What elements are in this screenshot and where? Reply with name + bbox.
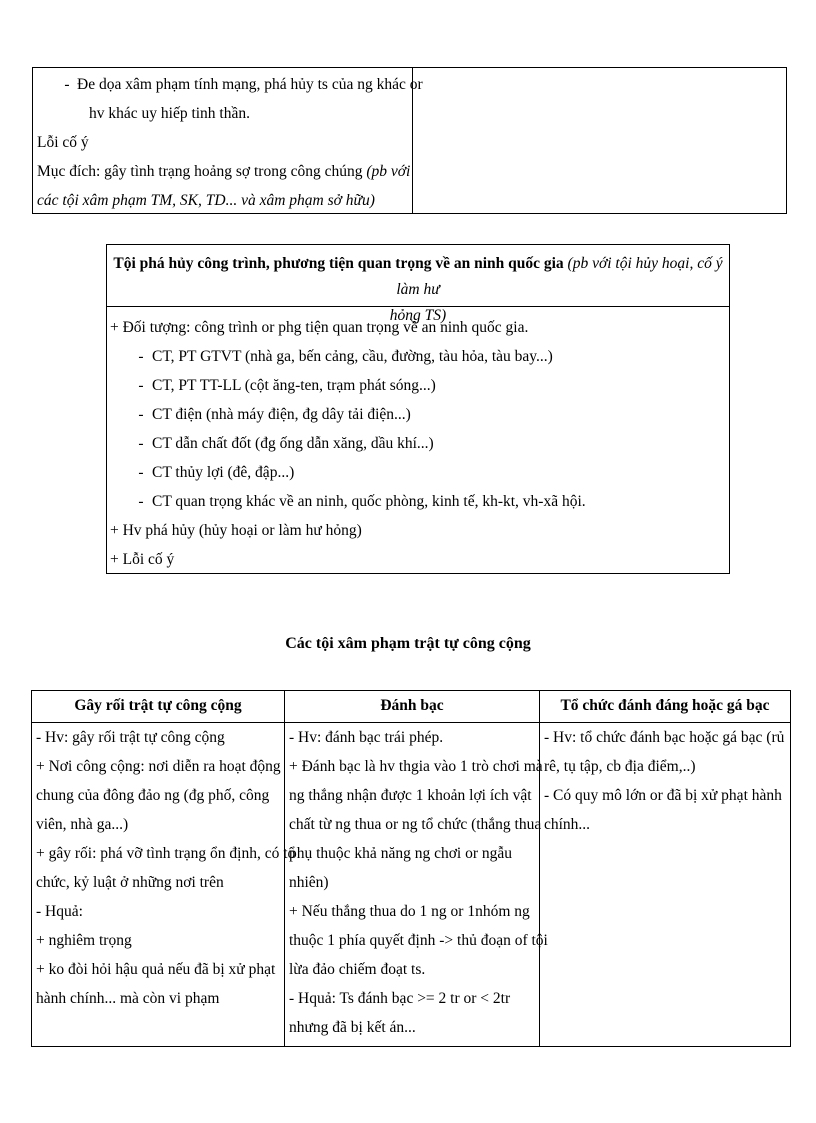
cell-line: - Hv: tổ chức đánh bạc hoặc gá bạc (rủ xyxy=(544,729,785,746)
list-item: - CT thủy lợi (đê, đập...) xyxy=(138,464,295,481)
table-row: các tội xâm phạm TM, SK, TD... và xâm phạm sở hữu) xyxy=(37,192,375,209)
crime-box-body xyxy=(107,307,729,574)
crimes-table-body xyxy=(32,723,790,1046)
table-row: - Đe dọa xâm phạm tính mạng, phá hủy ts của ng khác or xyxy=(37,70,412,99)
cell-line: chức, kỷ luật ở những nơi trên xyxy=(36,874,224,891)
column-header: Đánh bạc xyxy=(285,691,540,722)
cell-line: + Đánh bạc là hv thgia vào 1 trò chơi mà xyxy=(289,758,543,775)
crimes-table xyxy=(31,690,791,1047)
cell-line: + ko đòi hỏi hậu quả nếu đã bị xử phạt xyxy=(36,961,276,978)
list-item: - CT, PT TT-LL (cột ăng-ten, trạm phát sóng...) xyxy=(138,377,436,394)
cell-line: viên, nhà ga...) xyxy=(36,816,129,833)
cell-line: - Hv: đánh bạc trái phép. xyxy=(289,729,444,746)
crime-box xyxy=(106,244,730,574)
table-row: Lỗi cố ý xyxy=(37,134,89,151)
cell-line: rê, tụ tập, cb địa điểm,..) xyxy=(544,758,696,775)
cell-line: thuộc 1 phía quyết định -> thủ đoạn of tội xyxy=(289,932,548,949)
cell-line: nhiên) xyxy=(289,874,329,891)
column-header: Tổ chức đánh đáng hoặc gá bạc xyxy=(560,697,770,714)
cell-line: chất từ ng thua or ng tổ chức (thắng thua xyxy=(289,816,542,833)
cell-line: - Hv: gây rối trật tự công cộng xyxy=(36,729,225,746)
list-item: - CT dẫn chất đốt (đg ống dẫn xăng, dầu khí...) xyxy=(138,435,434,452)
cell-line: phụ thuộc khả năng ng chơi or ngẫu xyxy=(289,845,512,862)
list-item: + Đối tượng: công trình or phg tiện quan trọng về an ninh quốc gia. xyxy=(110,319,529,336)
crime-box-title: Tội phá hủy công trình, phương tiện quan trọng về an ninh quốc gia (pb với tội hủy hoại, cố ý làm hư hỏng TS) xyxy=(107,245,729,307)
cell-line: lừa đảo chiếm đoạt ts. xyxy=(289,961,426,978)
cell-line: - Hquả: Ts đánh bạc >= 2 tr or < 2tr xyxy=(289,990,511,1007)
column-organizing-gambling xyxy=(540,723,790,1046)
list-item: + Hv phá hủy (hủy hoại or làm hư hỏng) xyxy=(110,522,362,539)
cell-line: - Có quy mô lớn or đã bị xử phạt hành xyxy=(544,787,782,804)
cell-line: nhưng đã bị kết án... xyxy=(289,1019,416,1036)
cell-line: + Nơi công cộng: nơi diễn ra hoạt động xyxy=(36,758,281,775)
cell-line: hành chính... mà còn vi phạm xyxy=(36,990,220,1007)
column-public-disorder xyxy=(32,723,296,1046)
column-header: Gây rối trật tự công cộng xyxy=(32,691,285,722)
column-gambling xyxy=(285,723,548,1046)
cell-line: - Hquả: xyxy=(36,903,83,920)
list-item: - CT, PT GTVT (nhà ga, bến cảng, cầu, đường, tàu hỏa, tàu bay...) xyxy=(138,348,553,365)
bullet: - xyxy=(64,76,70,93)
continuation-table xyxy=(32,67,787,214)
cell-line: ng thắng nhận được 1 khoản lợi ích vật xyxy=(289,787,532,804)
table-row: hv khác uy hiếp tinh thần. xyxy=(89,105,250,122)
continuation-cell-left xyxy=(33,68,423,213)
cell-line: chính... xyxy=(544,816,591,833)
crimes-table-header xyxy=(32,691,790,723)
section-title: Các tội xâm phạm trật tự công cộng xyxy=(285,635,531,652)
cell-line: chung của đông đảo ng (đg phố, công xyxy=(36,787,270,804)
list-item: + Lỗi cố ý xyxy=(110,551,175,568)
list-item: - CT quan trọng khác về an ninh, quốc phòng, kinh tế, kh-kt, vh-xã hội. xyxy=(138,493,586,510)
cell-line: + gây rối: phá vỡ tình trạng ổn định, có tổ xyxy=(36,845,296,862)
list-item: - CT điện (nhà máy điện, đg dây tải điện...) xyxy=(138,406,411,423)
table-row: Mục đích: gây tình trạng hoảng sợ trong công chúng (pb với xyxy=(37,163,411,180)
cell-line: + Nếu thắng thua do 1 ng or 1nhóm ng xyxy=(289,903,530,920)
continuation-cell-right xyxy=(413,68,786,213)
cell-line: + nghiêm trọng xyxy=(36,932,132,949)
